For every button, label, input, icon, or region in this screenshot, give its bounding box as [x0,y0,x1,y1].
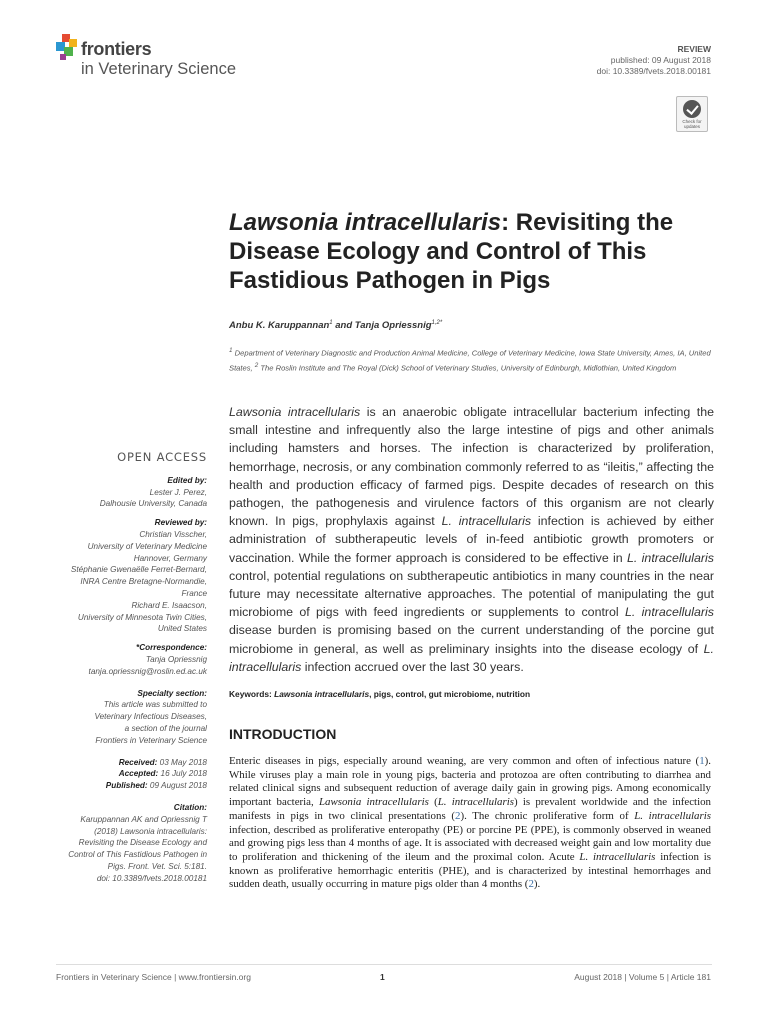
abstract-text: control, potential regulations on subtherapeutic antibiotics in many countries in the near future may necessitate alternative approaches. The potential of manipulating the gut microbiome of pigs with feed ingredients or supplements to control [229,568,714,620]
journal-name: in Veterinary Science [81,60,237,78]
check-for-updates-button[interactable] [676,96,708,132]
author-list [229,320,442,331]
reviewer-line: University of Veterinary Medicine [87,541,207,551]
affil-text: Department of Veterinary Diagnostic and Production Animal Medicine, College of Veterinary Medicine, Iowa State University, Ames, IA, United States, [229,348,711,373]
affil-sup: 2 [254,361,259,369]
correspondence-line: Tanja Opriessnig [145,654,207,664]
footer-divider [56,964,712,965]
title-species: Lawsonia intracellularis [229,209,502,236]
intro-species: L. intracellularis [579,850,656,863]
editor-line[interactable]: Lester J. Perez, [149,487,207,497]
footer-issue-info: August 2018 | Volume 5 | Article 181 [574,972,711,982]
specialty-label: Specialty section: [137,688,207,698]
citation-link[interactable]: 1 [699,755,705,767]
footer-journal-link[interactable]: Frontiers in Veterinary Science | www.frontiersin.org [56,972,251,982]
intro-species: Lawsonia intracellularis [318,796,429,809]
reviewer-line: Hannover, Germany [133,553,207,563]
received-date: 03 May 2018 [157,757,207,767]
title-rest: : Revisiting the Disease Ecology and Control of This Fastidious Pathogen in Pigs [229,209,674,294]
checkmark-icon [683,100,701,118]
correspondence-email[interactable]: tanja.opriessnig@roslin.ed.ac.uk [88,666,207,676]
abstract-species: Lawsonia intracellularis [229,405,361,419]
keywords-label: Keywords: [229,689,275,699]
brand-name: frontiers [81,39,152,59]
open-access-label: OPEN ACCESS [117,450,207,464]
affil-sup: 1 [229,347,233,354]
reviewer-line[interactable]: Richard E. Isaacson, [131,600,207,610]
citation-line: (2018) Lawsonia intracellularis: [94,826,207,836]
author-link[interactable]: Tanja Opriessnig [354,320,432,332]
published-date: published: 09 August 2018 [610,55,711,65]
introduction-heading: INTRODUCTION [229,726,337,742]
keywords-list: , pigs, control, gut microbiome, nutrition [369,689,531,699]
intro-text: Enteric diseases in pigs, especially around weaning, are very common and often of infectious nature ( [229,755,700,767]
citation-link[interactable]: 2 [454,809,461,822]
updates-label: updates [683,124,700,129]
abstract-species: L. intracellularis [229,641,714,674]
reviewed-by-label: Reviewed by: [154,518,207,528]
journal-logo[interactable] [56,34,276,84]
intro-text: ). The chronic proliferative form of [460,809,635,822]
accepted-line [52,768,207,780]
edited-by-label: Edited by: [167,475,207,485]
page-number: 1 [380,972,385,982]
reviewer-line: France [181,588,207,598]
affiliations [229,345,714,374]
received-line [52,757,207,769]
intro-text: ( [428,796,438,809]
received-label: Received: [118,757,158,767]
frontiers-logo-icon [56,34,80,60]
affil-text: The Roslin Institute and The Royal (Dick) School of Veterinary Studies, University of Edinburgh, Midlothian, United Kingdom [258,363,677,373]
abstract-text: infection is achieved by either administration of subtherapeutic levels of in-feed antibiotic growth promoters or vaccination. While the former approach is considered to be effective in [229,514,714,565]
keyword-species: Lawsonia intracellularis [274,689,370,699]
reviewer-line: United States [157,624,207,634]
abstract-text: infection accrued over the last 30 years. [301,659,524,674]
abstract-species: L. intracellularis [627,550,714,565]
abstract-text: disease burden is promising based on the current understanding of the porcine gut microbiome in general, as well as preliminary insights into the disease ecology of [229,623,714,656]
keywords [229,689,714,699]
correspondence-label: *Correspondence: [136,643,207,653]
specialty-line: Veterinary Infectious Diseases, [94,712,207,722]
author-affil-sup: 1 [329,320,333,326]
reviewer-line: University of Minnesota Twin Cities, [77,612,207,622]
published-date-side: 09 August 2018 [147,781,207,791]
check-for-label: Check for [682,119,702,124]
introduction-text [229,755,711,892]
accepted-label: Accepted: [118,769,159,779]
accepted-date: 16 July 2018 [158,769,207,779]
intro-species: L. intracellularis [437,796,515,809]
intro-text: infection, described as proliferative enteropathy (PE) or porcine PE (PPE), is commonly observed in weaned and growing pigs less than 4 months of age. It is associated with decreased weight gain and low mortality due to proliferation and thickening of the ileum and the proximal colon. Acute [229,823,711,863]
published-line [52,780,207,792]
intro-text: ) is prevalent worldwide and the infection manifests in pigs in two clinical presentations ( [229,796,711,822]
author-link[interactable]: Anbu K. Karuppannan [229,320,330,332]
citation-link[interactable]: 2 [528,878,534,891]
citation-label: Citation: [173,802,207,812]
abstract-text: is an anaerobic obligate intracellular bacterium infecting the small intestine and infrequently also the large intestine of pigs and other animals including hamsters and horses. The infection is characterized by proliferation, hemorrhage, necrosis, or any combination commonly referred to as “ileitis,” affecting the health and production efficacy of farmed pigs. Despite decades of research on this pathogen, the pathogenesis and virulence factors of this organism are not clearly known. In pigs, prophylaxis against [229,405,715,529]
intro-text: ). While viruses play a main role in young pigs, bacteria and protozoa are often contributing to diarrhea and related clinical signs and subsequent reduction of average daily gain in growing pigs. Among economically important bacteria, [229,755,711,809]
specialty-line: a section of the journal [124,723,207,733]
specialty-line: Frontiers in Veterinary Science [95,735,207,745]
reviewer-line[interactable]: Christian Visscher, [139,529,207,539]
intro-text: ). [533,878,541,891]
citation-line: Pigs. Front. Vet. Sci. 5:181. [107,861,207,871]
citation-doi[interactable]: doi: 10.3389/fvets.2018.00181 [96,873,207,883]
citation-line: Control of This Fastidious Pathogen in [68,850,207,860]
doi[interactable]: doi: 10.3389/fvets.2018.00181 [596,66,711,76]
author-affil-sup: 1,2* [431,320,443,326]
editor-line: Dalhousie University, Canada [99,499,207,509]
citation-line: Revisiting the Disease Ecology and [78,838,207,848]
author-conjunction: and [332,320,355,332]
article-title [229,208,709,295]
published-label: Published: [105,781,148,791]
article-sidebar [52,452,207,885]
abstract-species: L. intracellularis [625,605,714,620]
article-type: REVIEW [677,44,711,54]
abstract [229,403,714,676]
abstract-species: L. intracellularis [441,514,532,529]
intro-text: infection is known as proliferative hemorrhagic enteritis (PHE), and is characterized by intestinal hemorrhages and sudden death, usually occurring in mature pigs older than 4 months ( [229,850,711,891]
article-meta [597,44,711,77]
reviewer-line[interactable]: Stéphanie Gwenaëlle Ferret-Bernard, [70,565,207,575]
citation-line: Karuppannan AK and Opriessnig T [80,814,207,824]
specialty-line: This article was submitted to [103,700,207,710]
reviewer-line: INRA Centre Bretagne-Normandie, [80,577,207,587]
intro-species: L. intracellularis [634,809,711,822]
